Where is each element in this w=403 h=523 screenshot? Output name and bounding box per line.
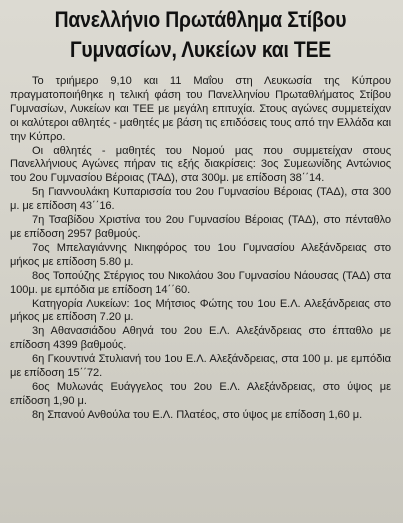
paragraph-results-intro: Οι αθλητές - μαθητές του Νομού μας που συμμετείχαν στους Πανελλήνιους Αγώνες πήραν τις εξής διακρίσεις: 3ος Συμεωνίδης Αντώνιος του 2ου Γυμνασίου Βέροιας (ΤΑΔ), στα 300μ. με επίδοση 38΄΄14.: [10, 144, 391, 185]
paragraph-result: 6η Γκουντινά Στυλιανή του 1ου Ε.Λ. Αλεξάνδρειας, στα 100 μ. με εμπόδια με επίδοση 15΄΄72.: [10, 353, 391, 380]
paragraph-result: 3η Αθανασιάδου Αθηνά του 2ου Ε.Λ. Αλεξάνδρειας στο έπταθλο με επίδοση 4399 βαθμούς.: [10, 325, 391, 352]
paragraph-intro: Το τριήμερο 9,10 και 11 Μαΐου στη Λευκωσία της Κύπρου πραγματοποιήθηκε η τελική φάση του Πανελληνίου Πρωταθλήματος Στίβου Γυμνασίων, Λυκείων και ΤΕΕ με μεγάλη επιτυχία. Στους αγώνες συμμετείχαν οι καλύτεροι αθλητές - μαθητές με βάση τις επιδόσεις τους από την Ελλάδα και την Κύπρο.: [10, 75, 391, 143]
paragraph-result: 8η Σπανού Ανθούλα του Ε.Λ. Πλατέος, στο ύψος με επίδοση 1,60 μ.: [32, 408, 363, 421]
paragraph-result: 7η Τσαβίδου Χριστίνα του 2ου Γυμνασίου Βέροιας (ΤΑΔ), στο πένταθλο με επίδοση 2957 βαθμούς.: [10, 214, 391, 240]
paragraph-lyceum-category: Κατηγορία Λυκείων: 1ος Μήτσιος Φώτης του 1ου Ε.Λ. Αλεξάνδρειας στο μήκος με επίδοση 7.20 μ.: [10, 297, 391, 324]
paragraph-result: 6ος Μυλωνάς Ευάγγελος του 2ου Ε.Λ. Αλεξάνδρειας, στο ύψος με επίδοση 1,90 μ.: [10, 380, 391, 407]
headline-line-1: Πανελλήνιο Πρωτάθλημα Στίβου: [54, 7, 347, 32]
paragraph-result: 5η Γιαννουλάκη Κυπαρισσία του 2ου Γυμνασίου Βέροιας (ΤΑΔ), στα 300 μ. με επίδοση 43΄΄16.: [10, 186, 391, 213]
paragraph-result: 8ος Τοπούζης Στέργιος του Νικολάου 3ου Γυμνασίου Νάουσας (ΤΑΔ) στα 100μ. με εμπόδια με επίδοση 14΄΄60.: [10, 269, 391, 296]
headline-line-2: Γυμνασίων, Λυκείων και ΤΕΕ: [69, 37, 332, 62]
article-body: [10, 75, 391, 423]
article-headline: [11, 5, 390, 65]
paragraph-result: 7ος Μπελαγιάννης Νικηφόρος του 1ου Γυμνασίου Αλεξάνδρειας στο μήκος με επίδοση 5.80 μ.: [10, 241, 391, 268]
